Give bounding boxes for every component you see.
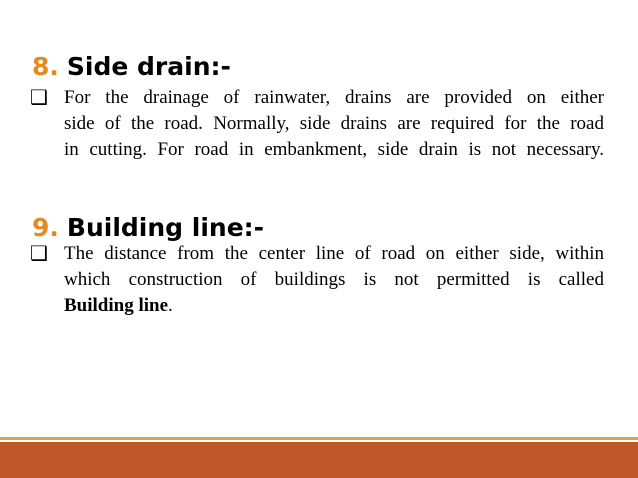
footer-accent-line: [0, 437, 638, 440]
checkbox-bullet-icon: ❑: [30, 85, 48, 109]
section-9-heading: [32, 213, 264, 243]
section-8-paragraph: [64, 85, 604, 163]
checkbox-bullet-icon: ❑: [30, 241, 48, 265]
building-line-suffix: .: [168, 295, 173, 316]
section-8-line-3: in cutting. For road in embankment, side drain is not necessary.: [64, 139, 604, 160]
building-line-term: Building line: [64, 295, 169, 316]
section-9-line-3: [64, 293, 604, 319]
section-9-line-1: The distance from the center line of road on either side, within: [64, 243, 604, 264]
section-8-heading: [32, 52, 231, 82]
footer-bar: [0, 442, 638, 478]
section-9-line-2: which construction of buildings is not permitted is called: [64, 269, 604, 290]
section-8-line-1: For the drainage of rainwater, drains are provided on either: [64, 87, 604, 108]
section-9-title: Building line:-: [66, 213, 265, 242]
section-8-line-2: side of the road. Normally, side drains are required for the road: [64, 113, 604, 134]
section-8-title: Side drain:-: [66, 52, 231, 81]
section-8-number: 8.: [32, 52, 59, 81]
section-9-number: 9.: [32, 213, 59, 242]
section-9-paragraph: [64, 241, 604, 319]
